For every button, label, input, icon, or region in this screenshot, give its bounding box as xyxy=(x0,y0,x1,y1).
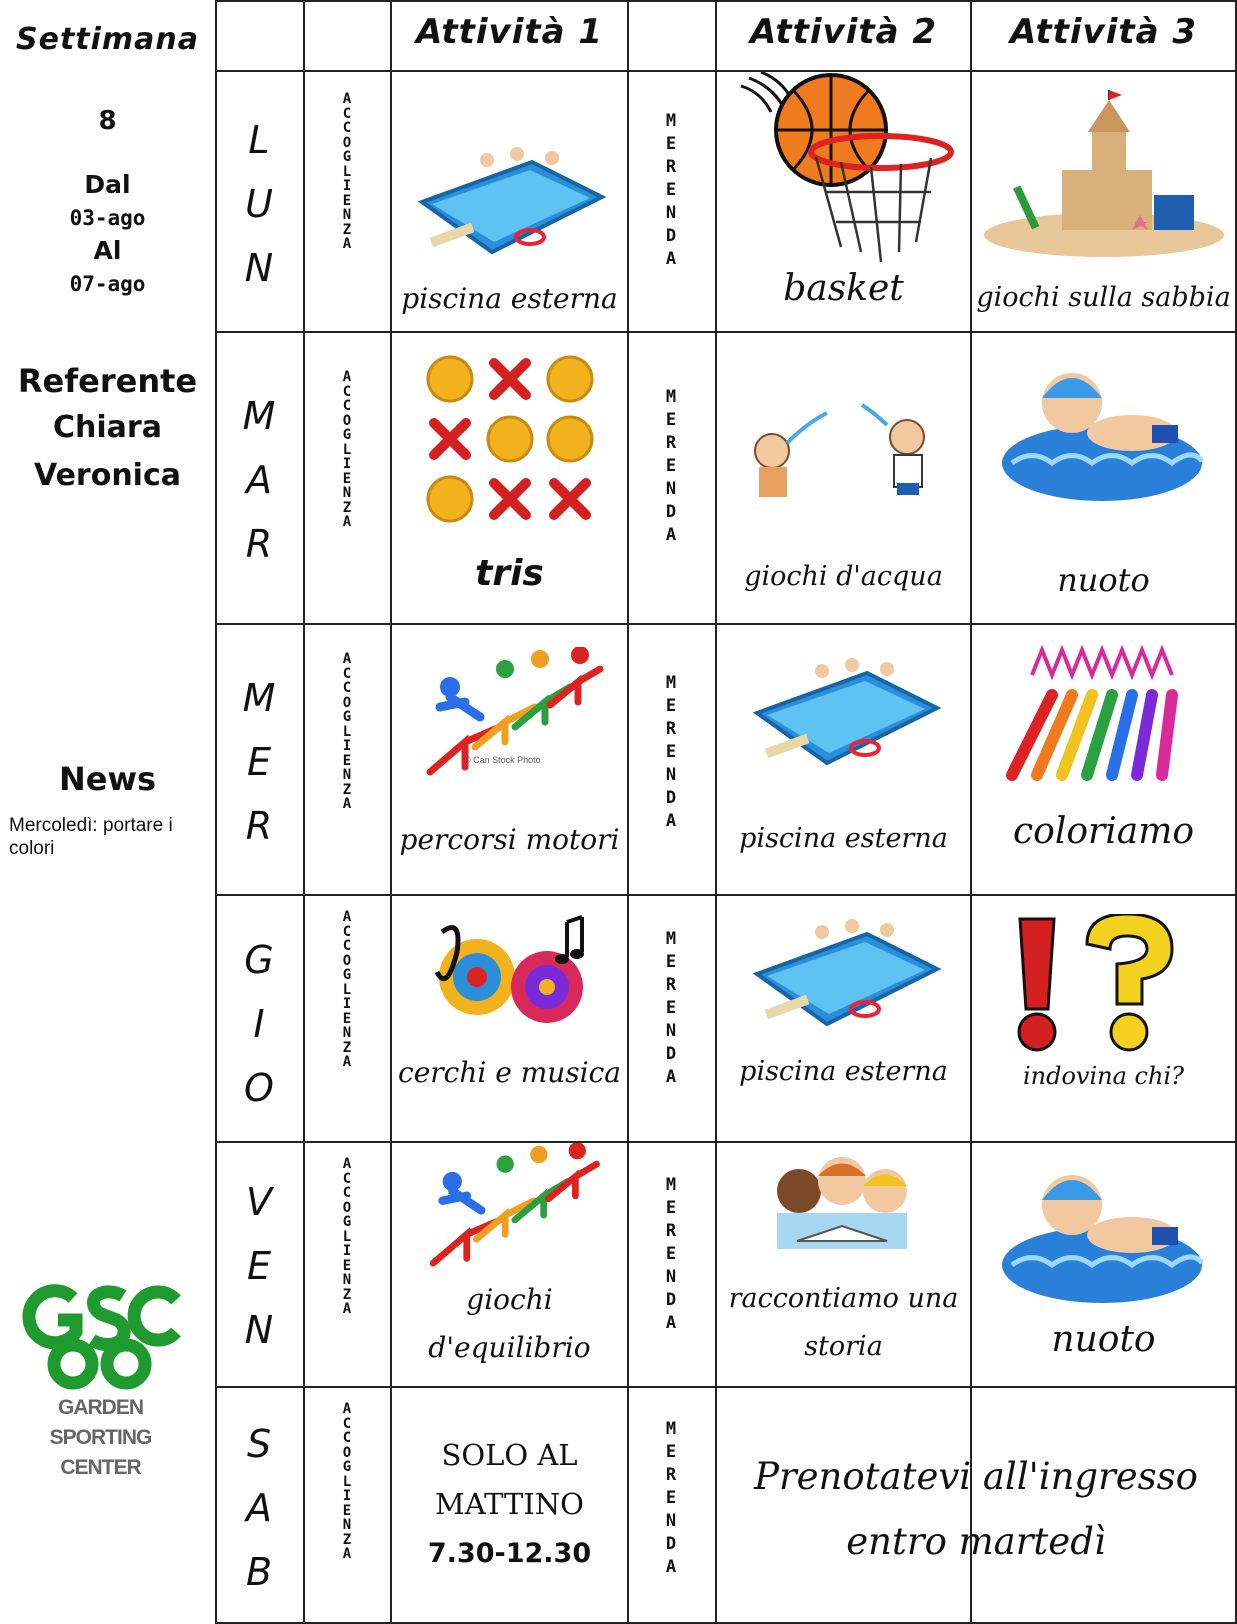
activity-text: giochi sulla sabbia xyxy=(976,282,1231,313)
contact-name-2: Veronica xyxy=(34,458,181,493)
grid-line xyxy=(215,0,1237,2)
activity-text: cerchi e musica xyxy=(398,1056,621,1089)
tic-tac-toe-icon xyxy=(422,351,602,526)
schedule-table xyxy=(215,0,1237,1624)
activity-text: d'equilibrio xyxy=(428,1331,591,1364)
day-label-ven: V E N xyxy=(244,1180,274,1352)
opening-hours: 7.30-12.30 xyxy=(427,1538,592,1569)
header-activity-3: Attività 3 xyxy=(1009,12,1198,52)
week-number: 8 xyxy=(98,106,117,136)
day-label-mer: M E R xyxy=(242,676,276,848)
merenda-label: M E R E N D A xyxy=(665,1419,677,1577)
contact-label: Referente xyxy=(17,362,198,400)
activity-text: raccontiamo una xyxy=(728,1283,959,1314)
activity-cell xyxy=(972,896,1235,1141)
activity-cell xyxy=(392,896,627,1141)
to-date: 07-ago xyxy=(69,272,146,296)
activity-text: nuoto xyxy=(1057,561,1150,599)
basketball-icon xyxy=(731,72,956,272)
header-activity-2: Attività 2 xyxy=(749,12,938,52)
grid-line xyxy=(215,1386,1237,1388)
day-label-gio: G I O xyxy=(244,938,274,1110)
water-gun-icon xyxy=(737,403,952,513)
activity-cell xyxy=(717,333,970,623)
hurdles-icon xyxy=(410,1143,610,1268)
activity-text: indovina chi? xyxy=(1022,1062,1184,1090)
from-label: Dal xyxy=(84,170,131,199)
accoglienza-label: A C C O G L I E N Z A xyxy=(342,91,352,252)
grid-line xyxy=(303,0,305,1624)
swimmer-icon xyxy=(1002,1155,1207,1305)
to-label: Al xyxy=(93,236,122,265)
activity-text: percorsi motori xyxy=(399,823,620,856)
header-activity-1: Attività 1 xyxy=(415,12,604,52)
day-label-lun: L U N xyxy=(244,118,274,290)
activity-text: giochi xyxy=(466,1283,553,1316)
merenda-label: M E R E N D A xyxy=(665,387,677,545)
booking-line-2: entro martedì xyxy=(846,1520,1106,1563)
activity-text: basket xyxy=(783,268,904,309)
morning-only-line-1: SOLO AL xyxy=(441,1438,578,1472)
news-text: Mercoledì: portare i colori xyxy=(9,815,173,859)
question-exclamation-icon xyxy=(1002,914,1197,1064)
swimmer-icon xyxy=(1002,353,1207,503)
activity-cell xyxy=(717,1143,970,1386)
merenda-label: M E R E N D A xyxy=(665,673,677,831)
gsc-logo xyxy=(18,1270,183,1479)
day-label-mar: M A R xyxy=(242,394,276,566)
merenda-label: M E R E N D A xyxy=(665,929,677,1087)
morning-only-line-2: MATTINO xyxy=(435,1487,584,1521)
activity-cell xyxy=(392,333,627,623)
pool-icon xyxy=(742,914,947,1034)
activity-cell xyxy=(392,72,627,331)
merenda-label: M E R E N D A xyxy=(665,1175,677,1333)
from-date: 03-ago xyxy=(69,206,146,230)
accoglienza-label: A C C O G L I E N Z A xyxy=(342,1156,352,1317)
activity-cell xyxy=(717,896,970,1141)
logo-line-2: SPORTING xyxy=(49,1426,152,1449)
contact-name-1: Chiara xyxy=(53,410,162,445)
watermark: © Can Stock Photo xyxy=(464,755,541,765)
pencils-icon xyxy=(992,635,1207,785)
sidebar xyxy=(0,0,215,1624)
day-label-sab: S A B xyxy=(245,1422,273,1594)
activity-text: storia xyxy=(804,1331,883,1362)
activity-text: piscina esterna xyxy=(401,282,618,315)
activity-text: coloriamo xyxy=(1012,811,1195,852)
activity-cell xyxy=(717,625,970,894)
booking-line-1: Prenotatevi all'ingresso xyxy=(754,1455,1198,1498)
activity-cell xyxy=(717,72,970,331)
accoglienza-label: A C C O G L I E N Z A xyxy=(342,1401,352,1562)
sandcastle-icon xyxy=(982,90,1227,260)
activity-cell xyxy=(392,1143,627,1386)
activity-text: piscina esterna xyxy=(739,1056,948,1087)
pool-icon xyxy=(412,142,607,262)
pool-icon xyxy=(742,653,947,773)
grid-line xyxy=(215,0,217,1624)
activity-text: tris xyxy=(475,553,544,594)
activity-text: giochi d'acqua xyxy=(744,561,943,592)
grid-line xyxy=(627,0,629,1624)
activity-text: nuoto xyxy=(1051,1319,1156,1360)
accoglienza-label: A C C O G L I E N Z A xyxy=(342,369,352,530)
music-notes-icon xyxy=(417,912,607,1042)
activity-cell xyxy=(972,72,1235,331)
week-title: Settimana xyxy=(15,22,200,57)
activity-cell xyxy=(972,625,1235,894)
reading-kids-icon xyxy=(767,1151,917,1261)
news-label: News xyxy=(58,760,157,798)
activity-cell xyxy=(392,625,627,894)
activity-cell xyxy=(972,333,1235,623)
logo-line-1: GARDEN xyxy=(57,1396,143,1419)
activity-cell xyxy=(972,1143,1235,1386)
activity-text: piscina esterna xyxy=(739,823,948,854)
logo-line-3: CENTER xyxy=(60,1456,141,1479)
accoglienza-label: A C C O G L I E N Z A xyxy=(342,651,352,812)
accoglienza-label: A C C O G L I E N Z A xyxy=(342,909,352,1070)
merenda-label: M E R E N D A xyxy=(665,111,677,269)
gsc-logo-icon xyxy=(18,1270,183,1390)
